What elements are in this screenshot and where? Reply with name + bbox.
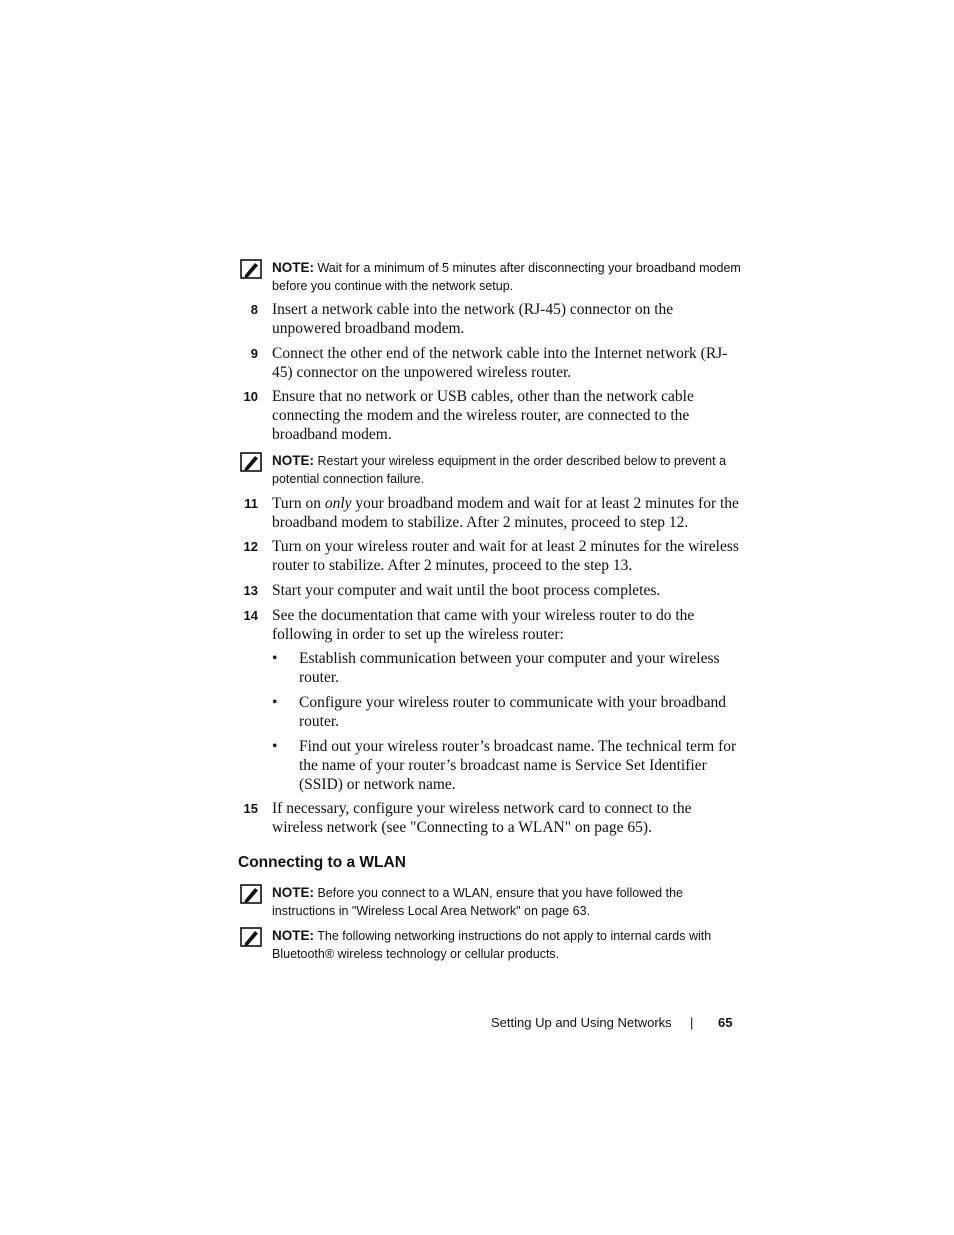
note-text: Before you connect to a WLAN, ensure that you have followed the instructions in "Wireless Local Area Network" on page 63.: [272, 886, 683, 918]
note-text: Restart your wireless equipment in the order described below to prevent a potential connection failure.: [272, 454, 727, 486]
step-number: 12: [243, 539, 258, 554]
step-text: Start your computer and wait until the boot process completes.: [272, 582, 661, 599]
bullet-text: Configure your wireless router to communicate with your broadband router.: [299, 694, 726, 730]
note-label: NOTE:: [272, 928, 314, 943]
step-number: 9: [250, 346, 258, 361]
step-number: 8: [250, 302, 258, 317]
step-text: Insert a network cable into the network (RJ-45) connector on the unpowered broadband modem.: [272, 301, 674, 337]
step-number: 11: [244, 496, 258, 511]
bullet-text: Establish communication between your computer and your wireless router.: [299, 650, 720, 686]
step-number: 13: [243, 583, 258, 598]
bullet-text: Find out your wireless router’s broadcast name. The technical term for the name of your router’s broadcast name is Service Set Identifier (SSID) or network name.: [299, 738, 737, 793]
note-pencil-icon: [240, 884, 262, 904]
note-pencil-icon: [240, 927, 262, 947]
note-pencil-icon: [240, 259, 262, 279]
note-text: The following networking instructions do not apply to internal cards with Bluetooth® wireless technology or cellular products.: [272, 929, 712, 961]
step-text: Ensure that no network or USB cables, other than the network cable connecting the modem and the wireless router, are connected to the broadband modem.: [272, 388, 694, 443]
note-label: NOTE:: [272, 453, 314, 468]
section-heading: Connecting to a WLAN: [238, 854, 406, 871]
step-text: Turn on your wireless router and wait for at least 2 minutes for the wireless router to stabilize. After 2 minutes, proceed to the step 13.: [272, 538, 739, 574]
bullet-marker: •: [272, 650, 278, 667]
note-label: NOTE:: [272, 885, 314, 900]
page-number: 65: [718, 1015, 733, 1030]
step-text: Turn on only your broadband modem and wait for at least 2 minutes for the broadband modem to stabilize. After 2 minutes, proceed to step 12.: [272, 495, 739, 531]
note-label: NOTE:: [272, 260, 314, 275]
step-number: 14: [243, 608, 258, 623]
bullet-marker: •: [272, 738, 278, 755]
note-text: Wait for a minimum of 5 minutes after disconnecting your broadband modem before you continue with the network setup.: [272, 261, 741, 293]
step-text: Connect the other end of the network cable into the Internet network (RJ-45) connector on the unpowered wireless router.: [272, 345, 728, 381]
step-text: See the documentation that came with your wireless router to do the following in order to set up the wireless router:: [272, 607, 695, 643]
step-text: If necessary, configure your wireless network card to connect to the wireless network (see "Connecting to a WLAN" on page 65).: [272, 800, 692, 836]
footer-section-title: Setting Up and Using Networks: [491, 1015, 672, 1030]
step-number: 10: [243, 389, 258, 404]
note-pencil-icon: [240, 452, 262, 472]
footer-separator: |: [690, 1015, 694, 1030]
step-number: 15: [243, 801, 258, 816]
bullet-marker: •: [272, 694, 278, 711]
